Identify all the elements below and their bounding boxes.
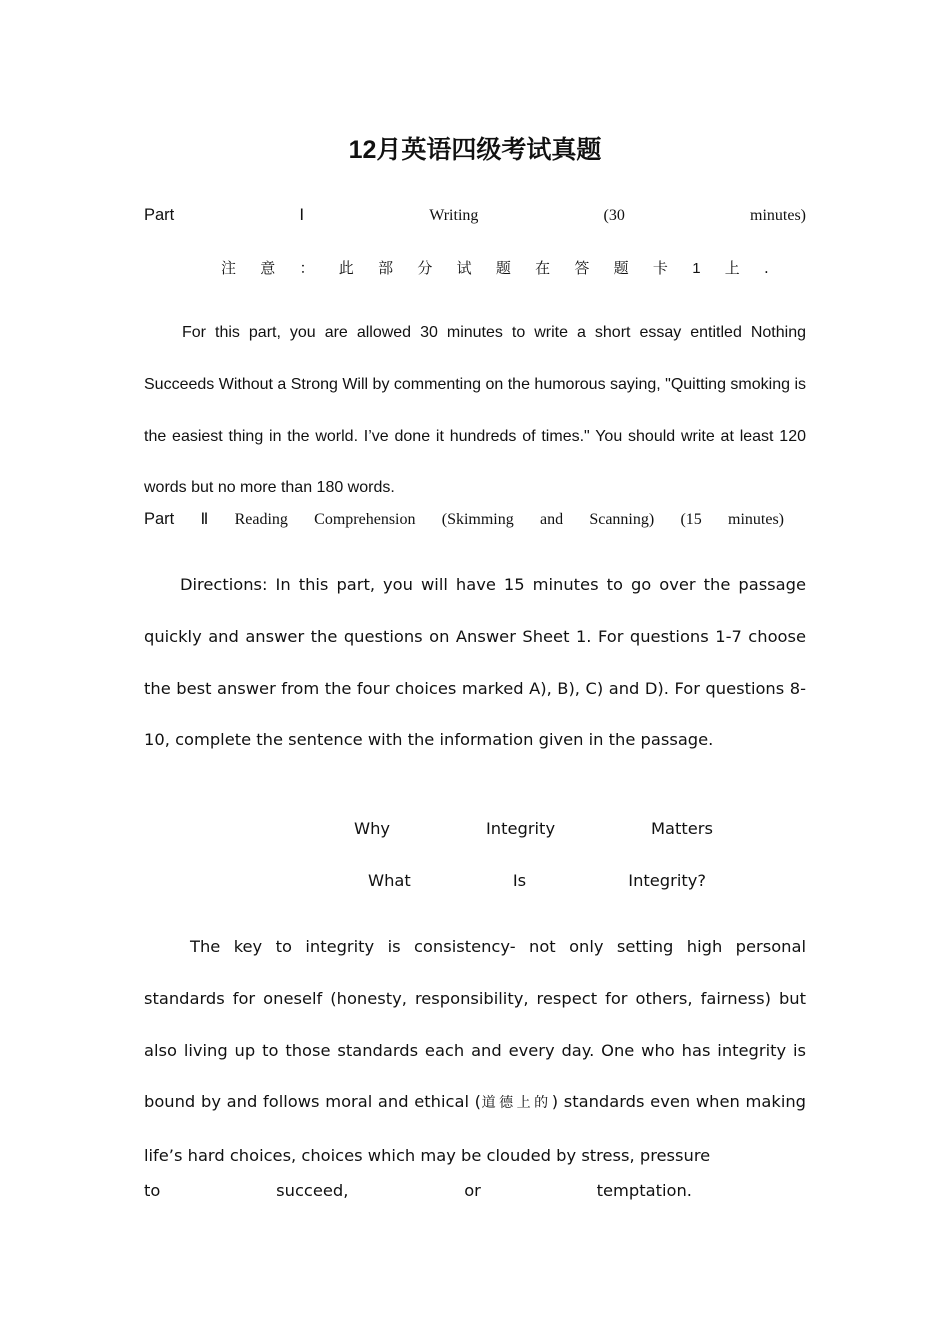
part2-heading xyxy=(144,509,784,529)
chinese-gloss: 道德上的 xyxy=(481,1095,552,1112)
passage-title xyxy=(354,819,713,838)
note-char: 此 xyxy=(338,259,354,277)
passage-body xyxy=(144,921,806,1182)
part2-directions: Directions: In this part, you will have 15 minutes to go over the passage quickly and answer the questions on Answer Sheet 1. For questions 1-7 choose the best answer from the four choices marked A), B), C) and D). For questions 8-10, complete the sentence with the information given in the passage. xyxy=(144,575,806,750)
passage-text-before: The key to integrity is consistency- not only setting high personal standards for oneself (honesty, responsibility, respect for others, fairness) but also living up to those standards each and every day. One who has integrity is bound by and follows moral and ethical ( xyxy=(144,937,806,1112)
note-char: 分 xyxy=(417,259,433,277)
document-title: 12月英语四级考试真题 xyxy=(348,136,602,164)
note-char: 意 xyxy=(260,259,276,277)
passage-last-word: temptation. xyxy=(596,1181,692,1200)
part1-heading-word: Part xyxy=(144,206,175,224)
part2-heading-word: Ⅱ xyxy=(200,511,209,528)
passage-last-line xyxy=(144,1181,692,1200)
note-char: ： xyxy=(299,259,315,277)
part1-note xyxy=(221,257,769,278)
note-char: 注 xyxy=(221,259,237,277)
section-title xyxy=(368,871,706,890)
section-title-word: What xyxy=(368,871,411,890)
passage-last-word: or xyxy=(464,1181,481,1200)
part2-heading-word: Part xyxy=(144,510,175,528)
note-char: 部 xyxy=(378,259,394,277)
part2-heading-word: (15 xyxy=(680,511,702,528)
note-char: 在 xyxy=(535,259,551,277)
passage-text-after: ) standards even when making life’s hard choices, choices which may be clouded by stress, pressure xyxy=(144,1092,806,1166)
part1-heading-word: Ⅰ xyxy=(299,207,305,224)
note-char: 试 xyxy=(456,259,472,277)
section-title-word: Integrity? xyxy=(628,871,706,890)
passage-title-word: Matters xyxy=(651,819,713,838)
note-char: 题 xyxy=(613,259,629,277)
part2-heading-word: and xyxy=(539,511,564,528)
passage-title-word: Integrity xyxy=(485,819,556,838)
part2-heading-word: Scanning) xyxy=(589,511,655,528)
part1-heading xyxy=(144,205,806,225)
part2-heading-word: minutes) xyxy=(728,511,784,528)
note-char: 题 xyxy=(495,259,511,277)
part2-heading-word: (Skimming xyxy=(441,511,514,528)
passage-title-word: Why xyxy=(354,819,391,838)
note-char: 卡 xyxy=(652,259,668,277)
part2-heading-word: Reading xyxy=(234,511,288,528)
note-char: 答 xyxy=(574,259,590,277)
note-char: . xyxy=(764,259,769,277)
part2-heading-word: Comprehension xyxy=(314,511,416,528)
passage-last-word: to xyxy=(144,1181,161,1200)
section-title-word: Is xyxy=(512,871,527,890)
part1-instructions: For this part, you are allowed 30 minutes to write a short essay entitled Nothing Succeeds Without a Strong Will by commenting on the humorous saying, "Quitting smoking is the easiest thing in the world. I’ve done it hundreds of times." You should write at least 120 words but no more than 180 words. xyxy=(144,324,806,497)
part1-heading-word: (30 xyxy=(603,207,625,224)
note-char: 上 xyxy=(724,259,740,277)
note-char: 1 xyxy=(692,260,701,277)
passage-last-word: succeed, xyxy=(276,1181,349,1200)
part1-heading-word: Writing xyxy=(429,207,479,224)
part1-heading-word: minutes) xyxy=(750,207,806,224)
